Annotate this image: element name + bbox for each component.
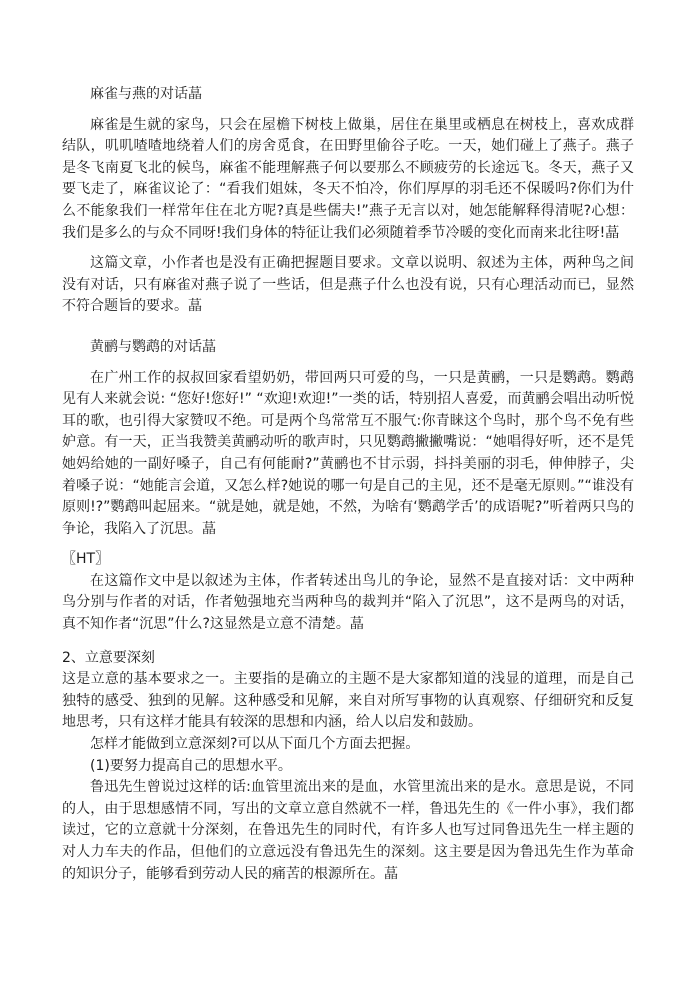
document-body bbox=[62, 84, 634, 885]
essay-paragraph-sparrow-swallow: 麻雀是生就的家鸟，只会在屋檐下树枝上做巢，居住在巢里或栖息在树枝上，喜欢成群结队，叽叽喳喳地绕着人们的房舍觅食，在田野里偷谷子吃。一天，她们碰上了燕子。燕子是冬飞南夏飞北的候鸟，麻雀不能理解燕子何以要那么不顾疲劳的长途远飞。冬天，燕子又要飞走了，麻雀议论了：“看我们姐妹，冬天不怕冷，你们厚厚的羽毛还不保暖吗?你们为什么不能象我们一样常年住在北方呢?真是些儒夫!”燕子无言以对，她怎能解释得清呢?心想：我们是多么的与众不同呀!我们身体的特征让我们必须随着季节冷暖的变化而南来北往呀!蕌 bbox=[62, 116, 634, 241]
paragraph-point-1: (1)要努力提高自己的思想水平。 bbox=[90, 757, 292, 774]
essay-paragraph-oriole-parrot: 在广州工作的叔叔回家看望奶奶，带回两只可爱的鸟，一只是黄鹂，一只是鹦鹉。鹦鹉见有人来就会说: “您好!您好!” “欢迎!欢迎!”一类的话，特别招人喜爱，而黄鹂会唱出动听悦耳的歌，也引得大家赞叹不绝。可是两个鸟常常互不服气:你青睐这个鸟时，那个鸟不免有些妒意。有一天，正当我赞美黄鹂动听的歌声时，只见鹦鹉撇撇嘴说：“她唱得好听，还不是凭她妈给她的一副好嗓子，自己有何能耐?”黄鹂也不甘示弱，抖抖美丽的羽毛，伸伸脖子，尖着嗓子说：“她能言会道，又怎么样?她说的哪一句是自己的主见，还不是毫无原则。”“谁没有原则!?”鹦鹉叫起屈来。“就是她，就是她，不然，为啥有‘鹦鹉学舌’的成语呢?”听着两只鸟的争论，我陷入了沉思。蕌 bbox=[62, 369, 634, 537]
paragraph-basic-requirement: 这是立意的基本要求之一。主要指的是确立的主题不是大家都知道的浅显的道理，而是自己独特的感受、独到的见解。这种感受和见解，来自对所写事物的认真观察、仔细研究和反复地思考，只有这样才能具有较深的思想和内涵，给人以启发和鼓励。 bbox=[62, 671, 634, 731]
teacher-comment-1: 这篇文章，小作者也是没有正确把握题目要求。文章以说明、叙述为主体，两种鸟之间没有对话，只有麻雀对燕子说了一些话，但是燕子什么也没有说，只有心理活动而已，显然不符合题旨的要求。蕌 bbox=[62, 255, 634, 315]
essay-title-sparrow-swallow: 麻雀与燕的对话蕌 bbox=[90, 86, 202, 102]
paragraph-luxun-example: 鲁迅先生曾说过这样的话:血管里流出来的是血，水管里流出来的是水。意思是说，不同的人，由于思想感情不同，写出的文章立意自然就不一样，鲁迅先生的《一件小事》，我们都读过，它的立意就十分深刻，在鲁迅先生的同时代，有许多人也写过同鲁迅先生一样主题的对人力车夫的作品，但他们的立意远没有鲁迅先生的深刻。这主要是因为鲁迅先生作为革命的知识分子，能够看到劳动人民的痛苦的根源所在。蕌 bbox=[62, 779, 634, 882]
teacher-comment-2: 在这篇作文中是以叙述为主体，作者转述出鸟儿的争论，显然不是直接对话：文中两种鸟分别与作者的对话，作者勉强地充当两种鸟的裁判并“陷入了沉思”，这不是两鸟的对话，真不知作者“沉思”什么?这显然是立意不清楚。蕌 bbox=[62, 572, 634, 633]
section-heading-deep-meaning: 2、立意要深刻 bbox=[62, 649, 155, 666]
typesetting-marker-ht: 〖HT〗 bbox=[62, 551, 110, 568]
essay-title-oriole-parrot: 黄鹂与鹦鹉的对话蕌 bbox=[90, 338, 216, 355]
paragraph-how-to-achieve: 怎样才能做到立意深刻?可以从下面几个方面去把握。 bbox=[90, 736, 420, 753]
